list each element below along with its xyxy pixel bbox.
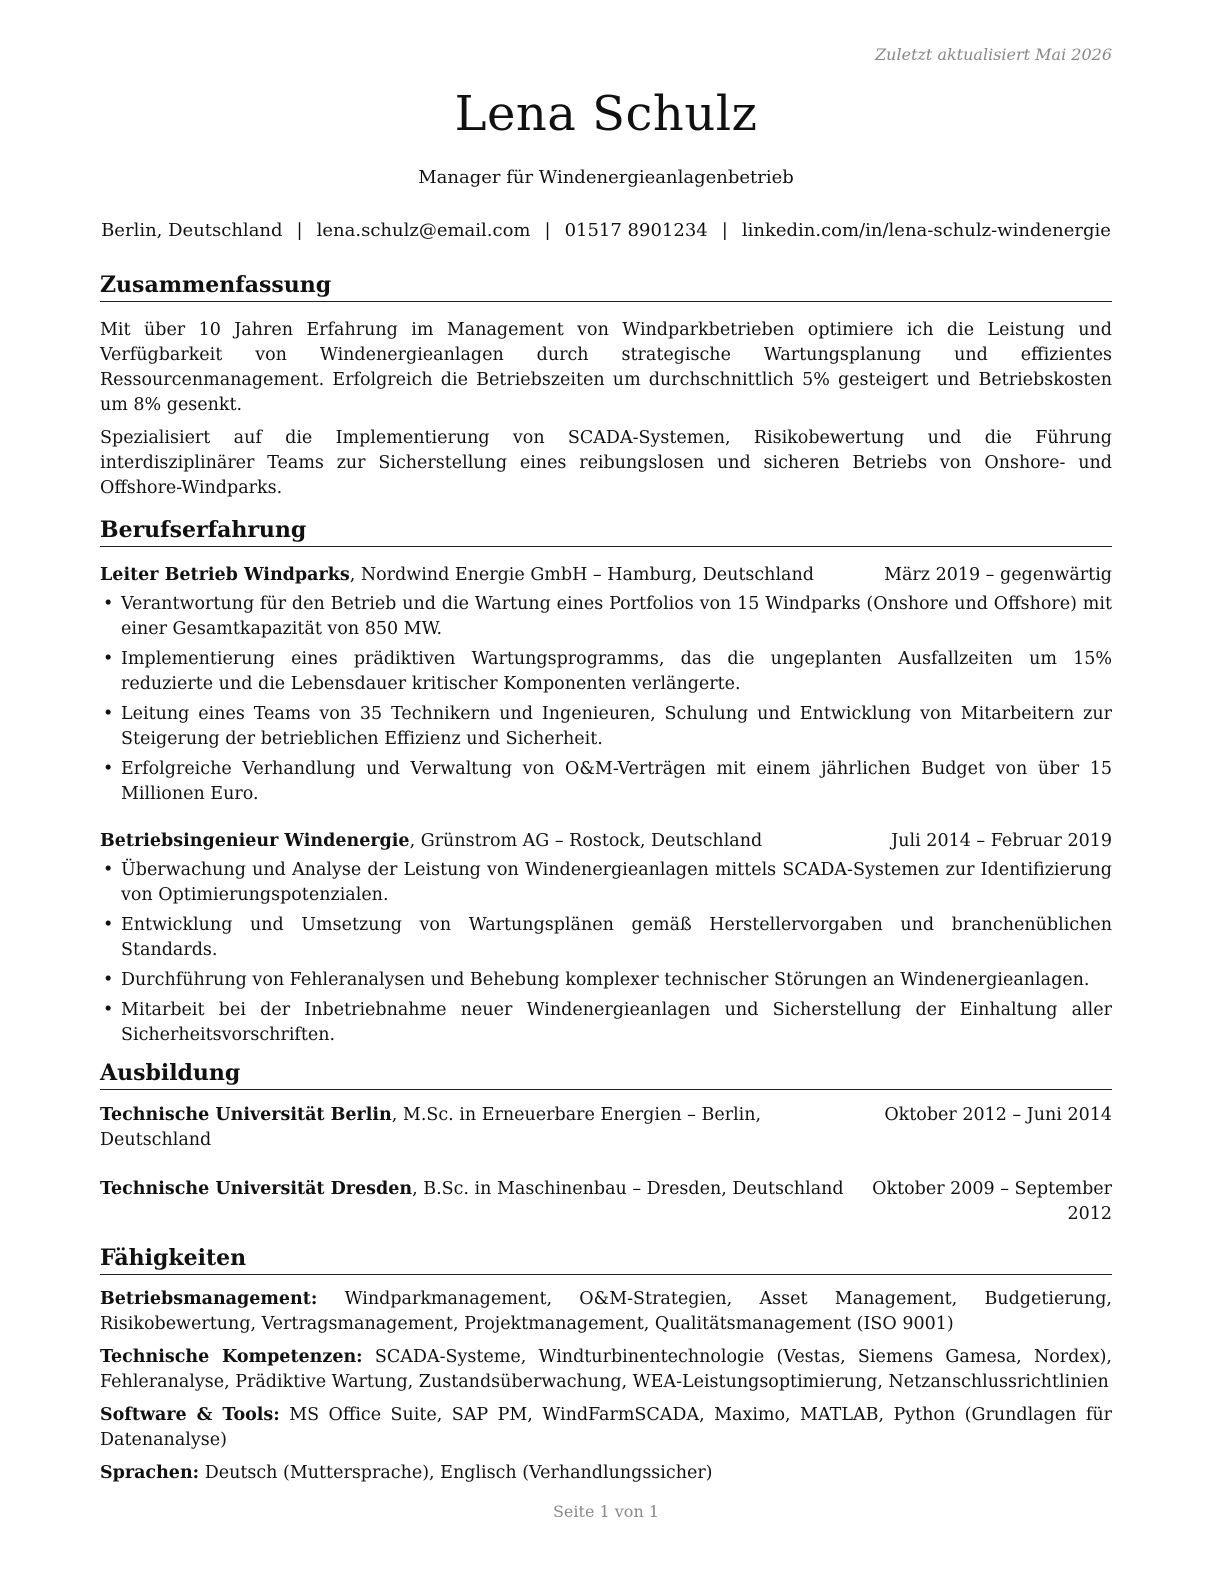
skill-text: SCADA-Systeme, Windturbinentechnologie (Vestas, Siemens Gamesa, Nordex), Fehleranalyse, Prädiktive Wartung, Zustandsüberwachung, WEA-Leistungsoptimierung, Netzanschlussrichtlinien xyxy=(100,1347,1112,1392)
job-header xyxy=(100,563,1112,588)
job-bullet xyxy=(100,968,1112,993)
resume-content xyxy=(100,270,1112,1494)
skill-label: Software & Tools: xyxy=(100,1405,280,1425)
contact-linkedin[interactable]: linkedin.com/in/lena-schulz-windenergie xyxy=(741,220,1111,241)
bullet-text: Erfolgreiche Verhandlung und Verwaltung von O&M-Verträgen mit einem jährlichen Budget von über 15 Millionen Euro. xyxy=(121,759,1112,804)
contact-phone[interactable]: 01517 8901234 xyxy=(564,220,708,241)
job-bullet xyxy=(100,913,1112,963)
candidate-role: Manager für Windenergieanlagenbetrieb xyxy=(418,167,794,188)
job-bullet xyxy=(100,998,1112,1048)
job-entry xyxy=(100,563,1112,807)
skills-section xyxy=(100,1243,1112,1486)
contact-separator: | xyxy=(296,220,303,241)
education-dates: Oktober 2009 – September 2012 xyxy=(872,1179,1112,1224)
job-company: , Grünstrom AG – Rostock, Deutschland xyxy=(409,831,763,851)
skill-row xyxy=(100,1287,1112,1337)
bullet-icon: • xyxy=(103,759,114,779)
education-section xyxy=(100,1058,1112,1227)
job-bullets xyxy=(100,858,1112,1048)
bullet-icon: • xyxy=(103,915,114,935)
education-degree: , B.Sc. in Maschinenbau – Dresden, Deutschland xyxy=(412,1179,844,1199)
education-dates: Oktober 2012 – Juni 2014 xyxy=(884,1105,1112,1125)
education-school: Technische Universität Dresden xyxy=(100,1179,413,1199)
bullet-text: Mitarbeit bei der Inbetriebnahme neuer Windenergieanlagen und Sicherstellung der Einhaltung aller Sicherheitsvorschriften. xyxy=(121,1000,1112,1045)
skills-heading: Fähigkeiten xyxy=(100,1243,1112,1275)
skill-text: Windparkmanagement, O&M-Strategien, Asset Management, Budgetierung, Risikobewertung, Vertragsmanagement, Projektmanagement, Qualitätsmanagement (ISO 9001) xyxy=(100,1289,1112,1334)
bullet-icon: • xyxy=(103,594,114,614)
education-school: Technische Universität Berlin xyxy=(100,1105,392,1125)
skill-row xyxy=(100,1345,1112,1395)
contact-email[interactable]: lena.schulz@email.com xyxy=(316,220,531,241)
last-updated: Zuletzt aktualisiert Mai 2026 xyxy=(875,45,1112,64)
bullet-icon: • xyxy=(103,649,114,669)
job-bullets xyxy=(100,592,1112,807)
job-bullet xyxy=(100,757,1112,807)
skill-row xyxy=(100,1461,1112,1486)
skills-list xyxy=(100,1287,1112,1486)
skill-text: Deutsch (Muttersprache), Englisch (Verhandlungssicher) xyxy=(199,1463,713,1483)
job-bullet xyxy=(100,647,1112,697)
bullet-text: Verantwortung für den Betrieb und die Wartung eines Portfolios von 15 Windparks (Onshore und Offshore) mit einer Gesamtkapazität von 850 MW. xyxy=(121,594,1112,639)
bullet-text: Leitung eines Teams von 35 Technikern und Ingenieuren, Schulung und Entwicklung von Mitarbeitern zur Steigerung der betrieblichen Effizienz und Sicherheit. xyxy=(121,704,1112,749)
contact-line xyxy=(100,220,1112,241)
job-bullet xyxy=(100,858,1112,908)
contact-separator: | xyxy=(544,220,551,241)
job-dates: März 2019 – gegenwärtig xyxy=(884,565,1112,585)
education-entry xyxy=(100,1177,1112,1227)
experience-section xyxy=(100,515,1112,1048)
job-dates: Juli 2014 – Februar 2019 xyxy=(891,831,1112,851)
bullet-text: Überwachung und Analyse der Leistung von Windenergieanlagen mittels SCADA-Systemen zur Identifizierung von Optimierungspotenzialen. xyxy=(121,860,1112,905)
bullet-text: Implementierung eines prädiktiven Wartungsprogramms, das die ungeplanten Ausfallzeiten um 15% reduzierte und die Lebensdauer kritischer Komponenten verlängerte. xyxy=(121,649,1112,694)
summary-heading: Zusammenfassung xyxy=(100,270,1112,302)
contact-separator: | xyxy=(721,220,728,241)
experience-heading: Berufserfahrung xyxy=(100,515,1112,547)
education-entry xyxy=(100,1103,1112,1153)
job-header xyxy=(100,829,1112,854)
job-position: Leiter Betrieb Windparks xyxy=(100,565,350,585)
skill-label: Sprachen: xyxy=(100,1463,200,1483)
job-bullet xyxy=(100,702,1112,752)
education-heading: Ausbildung xyxy=(100,1058,1112,1090)
summary-section xyxy=(100,270,1112,501)
skill-label: Technische Kompetenzen: xyxy=(100,1347,363,1367)
job-entry xyxy=(100,829,1112,1048)
resume-page xyxy=(100,0,1112,1584)
job-bullet xyxy=(100,592,1112,642)
job-position: Betriebsingenieur Windenergie xyxy=(100,831,410,851)
bullet-icon: • xyxy=(103,860,114,880)
summary-paragraph: Spezialisiert auf die Implementierung von SCADA-Systemen, Risikobewertung und die Führung interdisziplinärer Teams zur Sicherstellung eines reibungslosen und sicheren Betriebs von Onshore- und Offshore-Windparks. xyxy=(100,428,1112,498)
contact-location: Berlin, Deutschland xyxy=(101,220,283,241)
bullet-text: Durchführung von Fehleranalysen und Behebung komplexer technischer Störungen an Windenergieanlagen. xyxy=(121,970,1090,990)
skill-row xyxy=(100,1403,1112,1453)
summary-paragraph: Mit über 10 Jahren Erfahrung im Management von Windparkbetrieben optimiere ich die Leistung und Verfügbarkeit von Windenergieanlagen durch strategische Wartungsplanung und effizientes Ressourcenmanagement. Erfolgreich die Betriebszeiten um durchschnittlich 5% gesteigert und Betriebskosten um 8% gesenkt. xyxy=(100,320,1112,415)
skill-text: MS Office Suite, SAP PM, WindFarmSCADA, Maximo, MATLAB, Python (Grundlagen für Datenanalyse) xyxy=(100,1405,1112,1450)
bullet-text: Entwicklung und Umsetzung von Wartungsplänen gemäß Herstellervorgaben und branchenüblichen Standards. xyxy=(121,915,1112,960)
page-number: Seite 1 von 1 xyxy=(552,1502,660,1521)
skill-label: Betriebsmanagement: xyxy=(100,1289,318,1309)
job-company: , Nordwind Energie GmbH – Hamburg, Deutschland xyxy=(349,565,814,585)
candidate-name: Lena Schulz xyxy=(454,86,758,142)
bullet-icon: • xyxy=(103,1000,114,1020)
bullet-icon: • xyxy=(103,970,114,990)
bullet-icon: • xyxy=(103,704,114,724)
education-degree: , M.Sc. in Erneuerbare Energien – Berlin, Deutschland xyxy=(100,1105,762,1150)
